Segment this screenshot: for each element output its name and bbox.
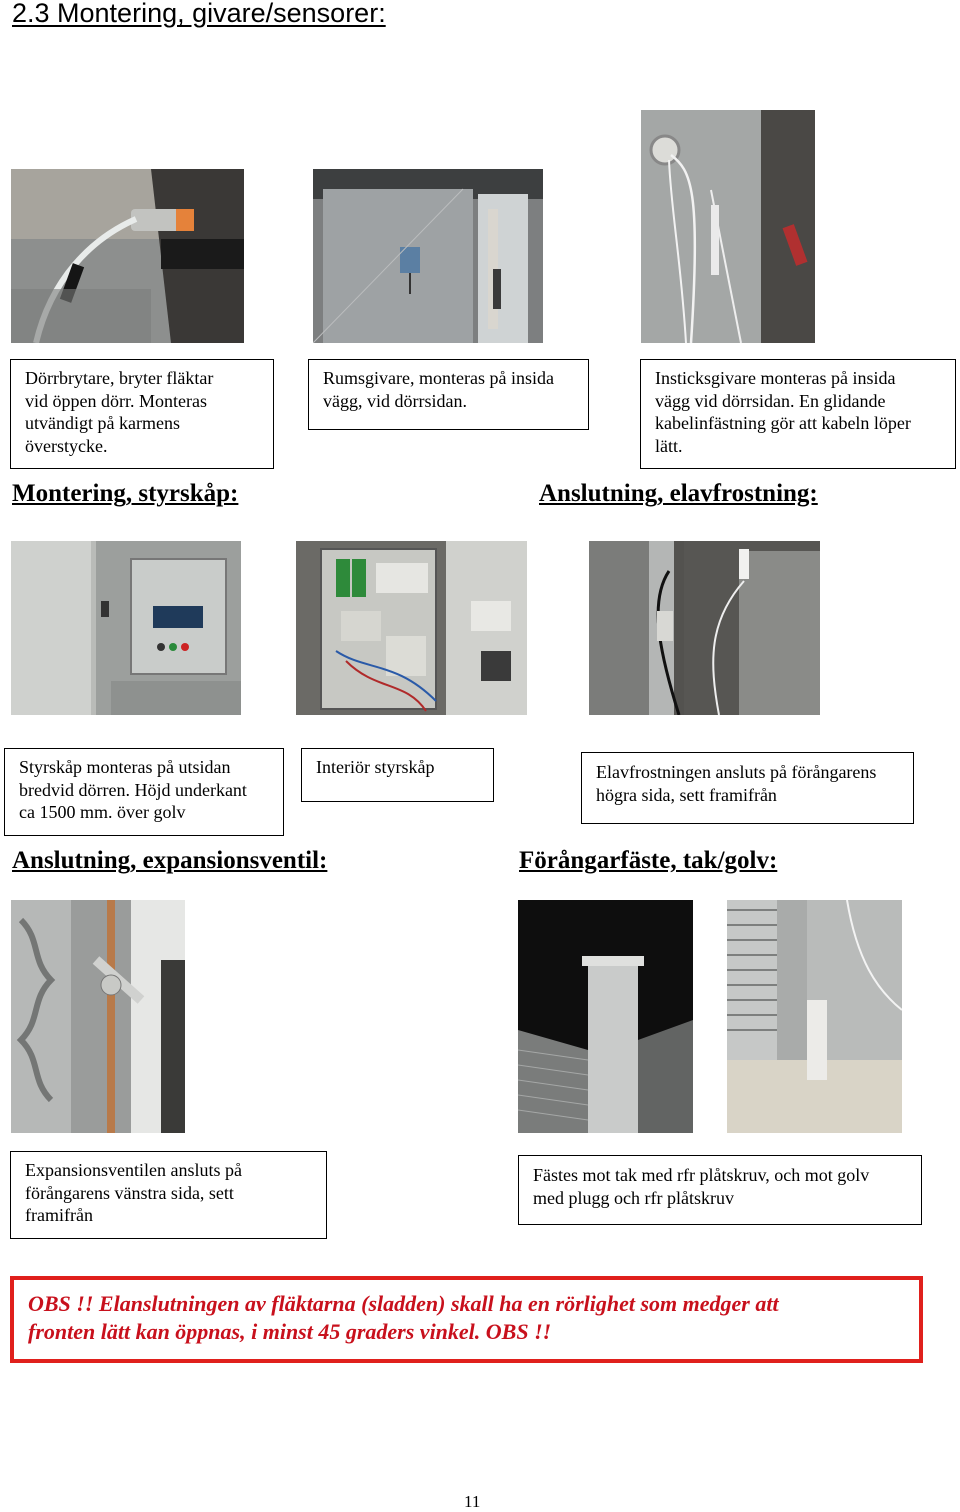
caption-door-switch — [10, 359, 274, 469]
caption-line: vägg vid dörrsidan. En glidande — [655, 390, 886, 411]
caption-line: lätt. — [655, 435, 683, 456]
photo-floor-mount — [727, 900, 902, 1133]
caption-expansion-valve — [10, 1151, 327, 1239]
caption-line: Expansionsventilen ansluts på — [25, 1160, 242, 1180]
caption-line: Rumsgivare, monteras på insida — [323, 368, 554, 388]
page-number: 11 — [464, 1492, 481, 1511]
caption-line: förångarens vänstra sida, sett — [25, 1182, 234, 1203]
caption-line: kabelinfästning gör att kabeln löper — [655, 413, 911, 433]
warning-line: fronten lätt kan öppnas, i minst 45 graders vinkel. OBS !! — [28, 1319, 552, 1344]
warning-line: OBS !! Elanslutningen av fläktarna (sladden) skall ha en rörlighet som medger att — [28, 1291, 779, 1316]
photo-defrost-connection — [589, 541, 820, 715]
caption-line: högra sida, sett framifrån — [596, 784, 777, 805]
caption-defrost-connection — [581, 752, 914, 824]
photo-ceiling-mount — [518, 900, 693, 1133]
photo-room-sensor — [313, 169, 543, 343]
caption-line: vägg, vid dörrsidan. — [323, 390, 467, 411]
caption-line: Insticksgivare monteras på insida — [655, 368, 896, 388]
caption-line: bredvid dörren. Höjd underkant — [19, 779, 247, 800]
section-heading-expansion-valve: Anslutning, expansionsventil: — [12, 847, 328, 874]
caption-room-sensor — [308, 359, 589, 430]
caption-line: överstycke. — [25, 435, 108, 456]
photo-door-switch — [11, 169, 244, 343]
section-heading-control-cabinet: Montering, styrskåp: — [12, 480, 239, 507]
caption-plug-in-sensor — [640, 359, 956, 469]
section-heading-evaporator-mount: Förångarfäste, tak/golv: — [519, 847, 778, 874]
caption-line: Interiör styrskåp — [316, 757, 435, 777]
page-title: 2.3 Montering, givare/sensorer: — [12, 0, 386, 28]
caption-line: vid öppen dörr. Monteras — [25, 390, 207, 411]
caption-cabinet-interior — [301, 748, 494, 802]
caption-line: ca 1500 mm. över golv — [19, 802, 186, 822]
caption-cabinet-exterior — [4, 748, 284, 836]
photo-expansion-valve — [11, 900, 185, 1133]
caption-line: Fästes mot tak med rfr plåtskruv, och mot golv — [533, 1165, 870, 1185]
caption-line: med plugg och rfr plåtskruv — [533, 1187, 734, 1208]
photo-cabinet-interior — [296, 541, 527, 715]
caption-line: Dörrbrytare, bryter fläktar — [25, 368, 214, 388]
caption-line: framifrån — [25, 1205, 93, 1225]
caption-mount-screws — [518, 1155, 922, 1225]
caption-line: utvändigt på karmens — [25, 413, 180, 433]
photo-cabinet-exterior — [11, 541, 241, 715]
warning-box — [10, 1276, 923, 1363]
caption-line: Elavfrostningen ansluts på förångarens — [596, 762, 877, 782]
section-heading-electric-defrost: Anslutning, elavfrostning: — [539, 480, 818, 507]
caption-line: Styrskåp monteras på utsidan — [19, 757, 231, 777]
photo-plug-in-sensor — [641, 110, 815, 343]
